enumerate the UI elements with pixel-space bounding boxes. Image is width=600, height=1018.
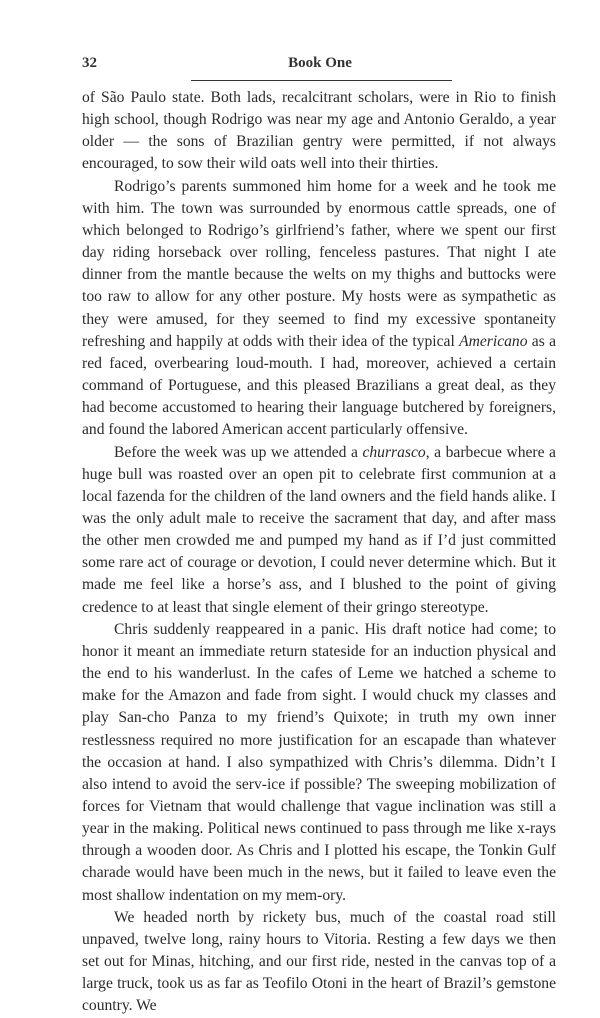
text-segment: Rodrigo’s parents summoned him home for a week and he took me with him. The town was surrounded by enormous cattle spreads, one of which belonged to Rodrigo’s girlfriend’s father, where we spent our first day riding horseback over rolling, fenceless pastures. That night I ate dinner from the mantle because the welts on my thighs and buttocks were too raw to allow for any other posture. My hosts were as sympathetic as they were amused, for they seemed to find my excessive spontaneity refreshing and happily at odds with their idea of the typical — [82, 177, 556, 350]
text-segment: Before the week was up we attended a — [114, 443, 363, 461]
paragraph-2 — [82, 176, 556, 442]
text-segment: of São Paulo state. Both lads, recalcitrant scholars, were in Rio to finish high school, though Rodrigo was near my age and Antonio Geraldo, a year older — the sons of Brazilian gentry were permitted, if not always encouraged, to sow their wild oats well into their thirties. — [82, 89, 556, 173]
paragraph-1 — [82, 87, 556, 176]
text-segment: Chris suddenly reappeared in a panic. His draft notice had come; to honor it meant an immediate return stateside for an induction physical and the end to his wanderlust. In the cafes of Leme we hatched a scheme to make for the Amazon and fade from sight. I would chuck my classes and play San-cho Panza to my friend’s Quixote; in truth my own inner restlessness required no more justification for an escapade than whatever the occasion at hand. I also sympathized with Chris’s dilemma. Didn’t I also intend to avoid the serv-ice if possible? The sweeping mobilization of forces for Vietnam that would challenge that vague inclination was still a year in the making. Political news continued to pass through me like x-rays through a wooden door. As Chris and I plotted his escape, the Tonkin Gulf charade would have been much in the news, but it failed to leave even the most shallow indentation on my mem-ory. — [82, 620, 556, 904]
paragraph-5 — [82, 907, 556, 1018]
text-segment: We headed north by rickety bus, much of the coastal road still unpaved, twelve long, rainy hours to Vitoria. Resting a few days we then set out for Minas, hitching, and our first ride, nested in the canvas top of a large truck, took us as far as Teofilo Otoni in the heart of Brazil’s gemstone country. We — [82, 908, 556, 1015]
paragraph-4 — [82, 619, 556, 907]
body-text — [82, 87, 556, 1018]
text-segment: , a barbecue where a huge bull was roasted over an open pit to celebrate first communion at a local fazenda for the children of the land owners and the field hands alike. I was the only adult male to receive the sacrament that day, and after mass the other men crowded me and pumped my hand as if I’d just committed some rare act of courage or devotion, I could never determine which. But it made me feel like a horse’s ass, and I blushed to the point of giving credence to at least that single element of their gringo stereotype. — [82, 443, 556, 616]
italic-term: Americano — [459, 332, 528, 350]
paragraph-3 — [82, 442, 556, 619]
italic-term: churrasco — [362, 443, 426, 461]
header-rule — [191, 80, 452, 81]
page-number: 32 — [82, 55, 97, 71]
text-segment: as a red faced, overbearing loud-mouth. I had, moreover, achieved a certain command of Portuguese, and this pleased Brazilians a great deal, as they had become accustomed to hearing their language butchered by foreigners, and found the labored American accent particularly offensive. — [82, 332, 556, 439]
running-head: Book One — [288, 55, 352, 71]
